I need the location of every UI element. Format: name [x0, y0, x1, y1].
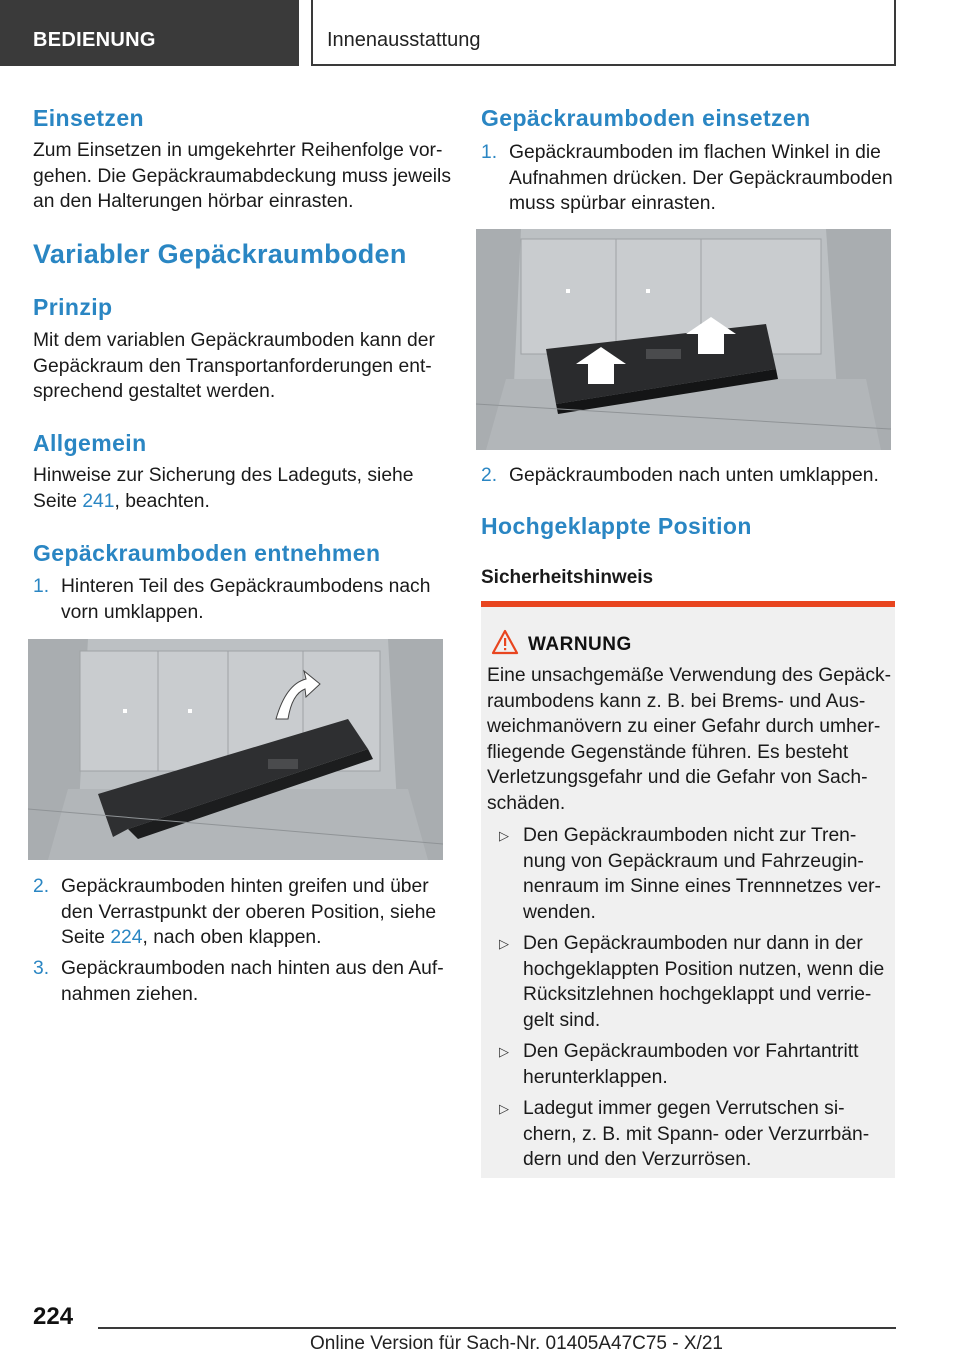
text-line: raumbodens kann z. B. bei Brems- und Aus-	[487, 690, 866, 712]
footer-divider	[98, 1327, 896, 1329]
einsetzen-paragraph	[33, 138, 453, 215]
warning-text	[487, 663, 893, 816]
warning-title: WARNUNG	[528, 634, 632, 655]
prinzip-paragraph	[33, 328, 453, 405]
text-line	[33, 489, 453, 515]
text-line: wenden.	[523, 901, 596, 923]
text-line: Den Gepäckraumboden nicht zur Tren-	[523, 825, 857, 846]
header-chapter-box	[311, 0, 896, 66]
entnehmen-heading: Gepäckraumboden entnehmen	[33, 540, 381, 566]
allgemein-paragraph	[33, 463, 453, 514]
text-line: Ladegut immer gegen Verrutschen si-	[523, 1098, 845, 1119]
text-line: vorn umklappen.	[61, 601, 204, 623]
step-number: 1.	[481, 142, 498, 163]
bullet-triangle-icon: ▷	[499, 828, 509, 843]
bullet-triangle-icon: ▷	[499, 1101, 509, 1116]
text-line: Gepäckraumboden hinten greifen und über	[61, 876, 429, 897]
step-number: 1.	[33, 576, 50, 597]
text-line: Gepäckraumboden im flachen Winkel in die	[509, 142, 881, 163]
bullet-triangle-icon: ▷	[499, 1044, 509, 1059]
text-line: Gepäckraumboden nach hinten aus den Auf-	[61, 958, 444, 979]
text-line: Aufnahmen drücken. Der Gepäckraumboden	[509, 167, 893, 189]
text-line: gelt sind.	[523, 1009, 601, 1031]
warning-bullet	[523, 931, 893, 1033]
step-number: 2.	[33, 876, 50, 897]
text-line: weichmanövern zu einer Gefahr durch umher-	[487, 716, 881, 737]
step-text	[509, 140, 901, 217]
text-line: sprechend gestaltet werden.	[33, 381, 276, 402]
text-line: nahmen ziehen.	[61, 983, 199, 1005]
text-line: Den Gepäckraumboden nur dann in der	[523, 933, 863, 954]
text-line: schäden.	[487, 792, 566, 814]
einsetzen-heading: Einsetzen	[33, 105, 144, 131]
main-title: Variabler Gepäckraumboden	[33, 239, 407, 269]
text-line: Verletzungsgefahr und die Gefahr von Sach-	[487, 767, 868, 788]
text-line: dern und den Verzurrösen.	[523, 1149, 752, 1170]
text-fragment: , nach oben klappen.	[142, 927, 322, 948]
text-line: Zum Einsetzen in umgekehrter Reihenfolge vor-	[33, 140, 443, 161]
text-fragment: Seite	[61, 927, 111, 948]
text-line: nenraum im Sinne eines Trennnetzes ver-	[523, 876, 881, 897]
einsetzen-boden-heading: Gepäckraumboden einsetzen	[481, 105, 811, 131]
prinzip-heading: Prinzip	[33, 294, 113, 320]
text-line	[61, 925, 453, 951]
text-line: den Verrastpunkt der oberen Position, siehe	[61, 901, 437, 923]
trunk-photo-remove	[28, 639, 443, 860]
step-number: 2.	[481, 465, 498, 486]
allgemein-heading: Allgemein	[33, 430, 147, 456]
text-fragment: , beachten.	[114, 490, 210, 512]
footer-version-text: Online Version für Sach-Nr. 01405A47C75 - X/21	[310, 1333, 723, 1354]
warning-bullet	[523, 823, 893, 925]
text-fragment: Seite	[33, 490, 83, 512]
hochgeklappt-heading: Hochgeklappte Position	[481, 513, 752, 539]
text-line: Mit dem variablen Gepäckraumboden kann der	[33, 330, 435, 351]
step-text	[509, 463, 901, 489]
step-text	[61, 956, 453, 1007]
step-text	[61, 574, 451, 625]
text-line: nung von Gepäckraum und Fahrzeugin-	[523, 850, 864, 872]
text-line: Rücksitzlehnen hochgeklappt und verrie-	[523, 984, 872, 1005]
sicherheit-heading: Sicherheitshinweis	[481, 567, 654, 588]
text-line: Hinteren Teil des Gepäckraumbodens nach	[61, 576, 431, 597]
step-number: 3.	[33, 958, 50, 979]
text-line: fliegende Gegenstände führen. Es besteht	[487, 741, 849, 763]
trunk-photo-insert	[476, 229, 891, 450]
text-line: Hinweise zur Sicherung des Ladeguts, siehe	[33, 465, 414, 486]
warning-bullet	[523, 1039, 893, 1090]
step-text	[61, 874, 453, 951]
warning-box	[481, 601, 895, 1178]
text-line: an den Halterungen hörbar einrasten.	[33, 191, 354, 212]
trunk-illustration	[476, 229, 891, 450]
text-line: Gepäckraum den Transportanforderungen ent-	[33, 355, 432, 377]
page-link-224[interactable]: 224	[110, 927, 143, 948]
text-line: herunterklappen.	[523, 1066, 668, 1088]
text-line: gehen. Die Gepäckraumabdeckung muss jeweils	[33, 165, 451, 187]
text-line: Gepäckraumboden nach unten umklappen.	[509, 465, 879, 486]
header-section-label: BEDIENUNG	[33, 29, 156, 51]
text-line: Eine unsachgemäße Verwendung des Gepäck-	[487, 665, 892, 686]
text-line: muss spürbar einrasten.	[509, 193, 716, 214]
page-link-241[interactable]: 241	[82, 490, 115, 512]
text-line: Den Gepäckraumboden vor Fahrtantritt	[523, 1041, 859, 1062]
page-number: 224	[33, 1303, 74, 1330]
bullet-triangle-icon: ▷	[499, 936, 509, 951]
header-section-tab	[0, 0, 299, 66]
trunk-illustration	[28, 639, 443, 860]
text-line: hochgeklappten Position nutzen, wenn die	[523, 958, 885, 980]
text-line: chern, z. B. mit Spann- oder Verzurrbän-	[523, 1123, 870, 1145]
warning-triangle-icon	[491, 629, 519, 655]
header-chapter-label: Innenausstattung	[327, 29, 481, 51]
warning-bullet	[523, 1096, 893, 1173]
